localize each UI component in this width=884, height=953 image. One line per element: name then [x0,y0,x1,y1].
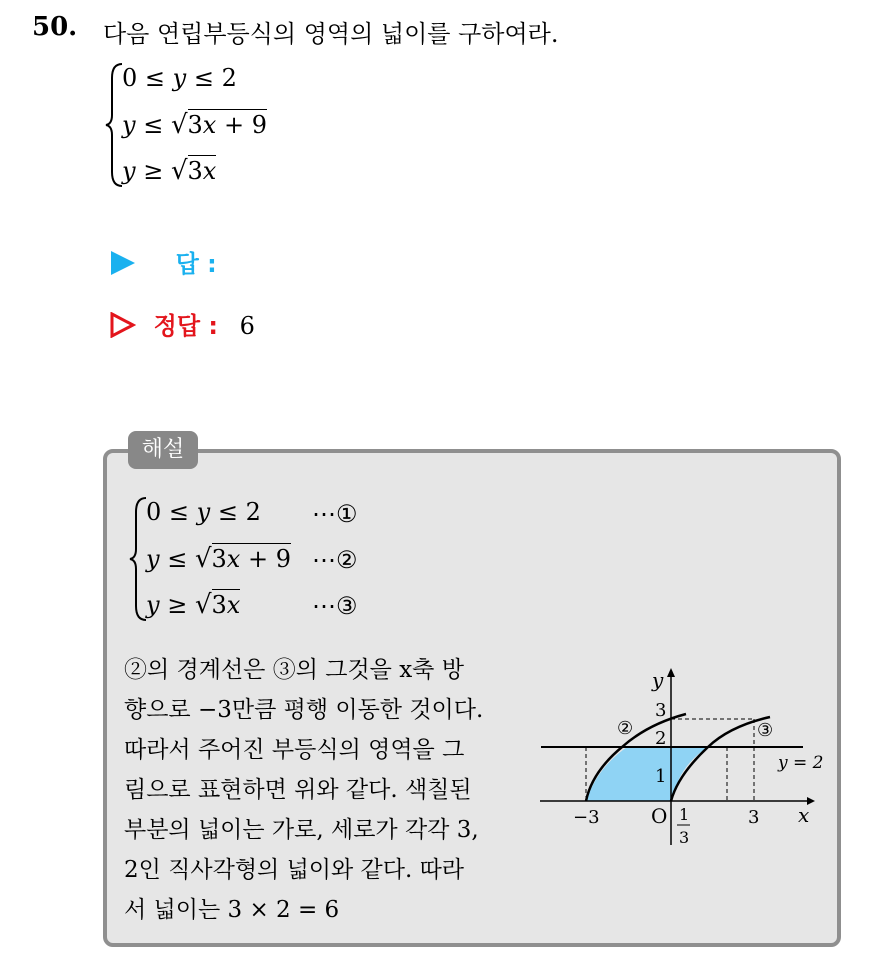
system-line-1: 0 ≤ y ≤ 2 [122,64,237,92]
tick-1-y: 1 [655,766,667,787]
shaded-region-right [671,747,708,801]
solution-line: ②의 경계선은 ③의 그것을 x축 방 [124,657,464,683]
tick-3-x: 3 [748,807,760,828]
problem-number: 50. [32,12,78,42]
solution-system-line-1: 0 ≤ y ≤ 2 [146,498,261,526]
problem-question: 다음 연립부등식의 영역의 넓이를 구하여라. [103,20,559,48]
solution-line: 서 넓이는 3 × 2 = 6 [124,897,340,923]
solution-tag: 해설 [128,431,198,469]
curve-2-label: ② [617,718,634,739]
solution-text [124,650,524,930]
solution-line: 림으로 표현하면 위와 같다. 색칠된 [124,777,472,803]
outline-arrow-icon [110,312,136,340]
frac-den: 3 [679,828,690,847]
solution-line: 2인 직사각형의 넓이와 같다. 따라 [124,857,465,883]
marker-2: ⋯② [312,546,358,574]
tick-neg3: −3 [573,807,600,828]
correct-answer-label: 정답 : [153,312,218,340]
solution-line: 따라서 주어진 부등식의 영역을 그 [124,737,465,763]
solution-system-line-2: y ≤ √3x + 9 [146,544,291,574]
frac-num: 1 [679,805,690,824]
tick-2-y: 2 [655,728,667,749]
solution-line: 부분의 넓이는 가로, 세로가 각각 3, [124,817,479,843]
answer-label: 답 : [175,250,217,278]
answer-row [110,244,217,279]
system-line-2: y ≤ √3x + 9 [122,110,267,140]
marker-1: ⋯① [312,500,358,528]
solution-system-line-3: y ≥ √3x [146,590,241,620]
x-axis-label: x [798,803,810,827]
system-line-3: y ≥ √3x [122,156,217,186]
line-y2-label: y = 2 [778,753,824,773]
y-axis-label: y [652,668,664,692]
marker-3: ⋯③ [312,592,358,620]
origin-label: O [651,804,668,828]
correct-answer-row [110,306,255,341]
correct-answer-value: 6 [239,312,255,340]
region-graph [530,660,830,860]
tick-3-y: 3 [655,700,667,721]
curve-3-label: ③ [757,720,774,741]
solution-line: 향으로 −3만큼 평행 이동한 것이다. [124,697,484,723]
play-arrow-icon [110,250,136,278]
